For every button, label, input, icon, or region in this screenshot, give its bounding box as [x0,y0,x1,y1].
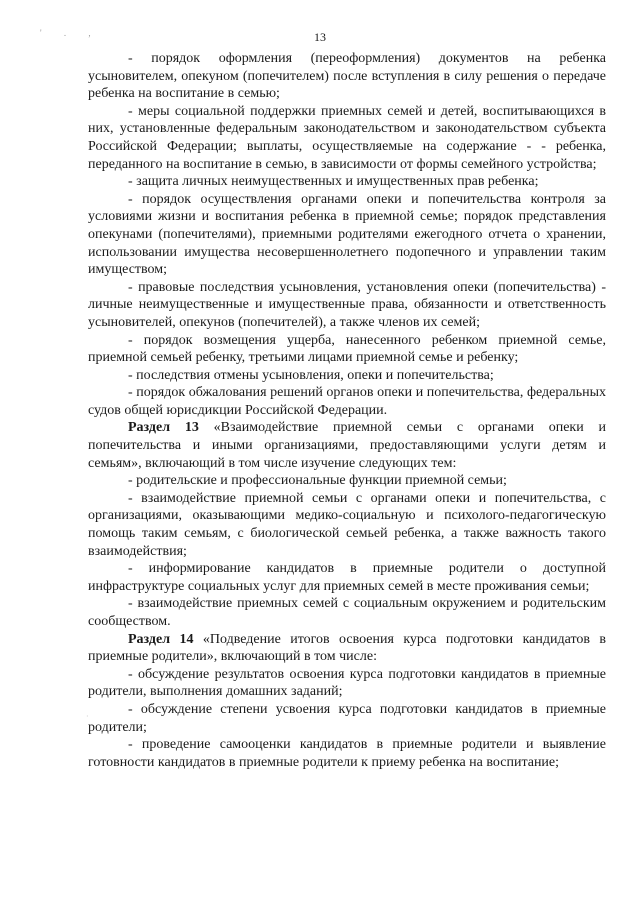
margin-mark: · [86,712,89,721]
section-13-heading: Раздел 13 [128,420,199,436]
paragraph-item: - меры социальной поддержки приемных семей и детей, воспитывающихся в них, установленные федеральным законодательством и законодательством субъекта Российской Федерации; выплаты, осуществляемые на содержание - - ребенка, переданного на воспитание в семью, в зависимости от формы семейного устройства; [88,103,606,172]
page-number: 13 [314,30,326,44]
paragraph-item: - защита личных неимущественных и имущественных прав ребенка; [128,174,539,190]
paragraph-item: - родительские и профессиональные функции приемной семьи; [128,473,507,489]
paragraph-item: - правовые последствия усыновления, установления опеки (попечительства) - личные неимущественные и имущественные права, обязанности и ответственность усыновителей, опекунов (попечителей), а также членов их семей; [88,279,606,330]
document-body [88,50,606,771]
paragraph-item: - порядок обжалования решений органов опеки и попечительства, федеральных судов общей юрисдикции Российской Федерации. [88,385,606,418]
paragraph-item: - информирование кандидатов в приемные родители о доступной инфраструктуре социальных услуг для приемных семей в месте проживания семьи; [88,561,606,594]
section-14-paragraph: Раздел 14 «Подведение итогов освоения курса подготовки кандидатов в приемные родители», включающий в том числе: [88,631,607,665]
paragraph-item: - обсуждение результатов освоения курса подготовки кандидатов в приемные родители, выполнения домашних заданий; [88,666,606,700]
section-14-heading: Раздел 14 [128,631,194,647]
scan-specks: ' . , [40,28,101,38]
paragraph-item: - взаимодействие приемных семей с социальным окружением и родительским сообществом. [88,596,606,629]
paragraph-item: - порядок оформления (переоформления) документов на ребенка усыновителем, опекуном (попечителем) после вступления в силу решения о передаче ребенка на воспитание в семью; [88,51,606,102]
paragraph-item: - порядок возмещения ущерба, нанесенного ребенком приемной семье, приемной семьей ребенку, третьими лицами приемной семье и ребенку; [88,332,606,366]
paragraph-item: - проведение самооценки кандидатов в приемные родители и выявление готовности кандидатов в приемные родители к приему ребенка на воспитание; [88,737,606,770]
section-13-paragraph: Раздел 13 «Взаимодействие приемной семьи с органами опеки и попечительства и иными организациями, предоставляющими услуги детям и семьям», включающий в том числе изучение следующих тем: [88,420,607,471]
paragraph-item: - последствия отмены усыновления, опеки и попечительства; [128,367,494,383]
paragraph-item: - взаимодействие приемной семьи с органами опеки и попечительства, с организациями, оказывающими медико-социальную и психолого-педагогическую помощь таким семьям, с биологической семьей ребенка, а также важность такого взаимодействия; [88,490,606,559]
paragraph-item: - порядок осуществления органами опеки и попечительства контроля за условиями жизни и воспитания ребенка в приемной семье; порядок представления опекунами (попечителями), приемными родителями ежегодного отчета о хранении, использовании имущества несовершеннолетнего подопечного и управлении таким имуществом; [88,191,606,278]
paragraph-item: - обсуждение степени усвоения курса подготовки кандидатов в приемные родители; [88,701,606,735]
